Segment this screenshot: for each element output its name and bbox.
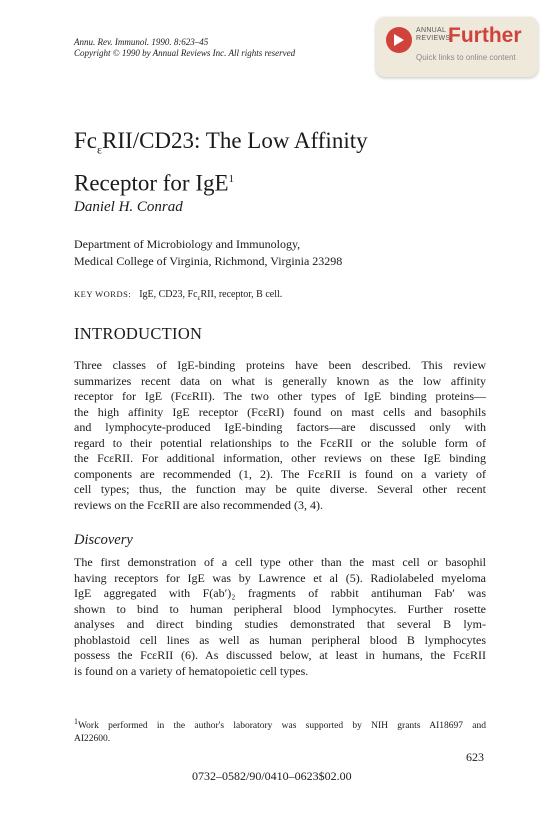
annual-reviews-label: ANNUAL REVIEWS [416,27,451,42]
footnote-mark: 1 [74,717,78,726]
title-footnote-link[interactable]: 1 [228,172,235,185]
article-title [74,126,368,197]
introduction-heading: INTRODUCTION [74,324,203,343]
discovery-paragraph: The first demonstration of a cell type other than the mast cell or basophil having receptors for IgE was by Lawrence et al (5). Radiolabeled myeloma IgE aggregated with F(ab′)₂ fragments of rabbit antihuman Fab′ was shown to bind to human peripheral blood lymphocytes. Further rosette analyses and direct binding studies demonstrated that several B lym- phoblastoid cell lines as well as human peripheral blood B lymphocytes possess the FcεRII (6). As discussed below, at least in humans, the FcεRII is found on a variety of hematopoietic cell types. [74,555,486,678]
further-banner[interactable] [376,17,538,77]
journal-header [74,37,295,59]
copyright-line: Copyright © 1990 by Annual Reviews Inc. All rights reserved [74,48,296,58]
keywords: KEY WORDS: IgE, CD23, $Fc_\varepsilon RII$, receptor, B cell. [74,289,283,302]
discovery-heading: Discovery [74,532,133,548]
annual-reviews-logo-icon [386,27,412,53]
page-number: 623 [466,750,484,764]
title-line-1: $Fc_\varepsilon RII/CD23$: The Low Affinity [74,128,368,157]
introduction-paragraph: Three classes of IgE-binding proteins have been described. This review summarizes recent data on what is generally known as the low affinity receptor for IgE (FcεRII). The two other types of IgE binding proteins— the high affinity IgE receptor (FcεRI) found on mast cells and basophils and lymphocyte-produced IgE-binding factors—are discussed only with regard to their potential relationships to the FcεRII or the soluble form of the FcεRII. For additional information, other reviews on these IgE binding components are recommended (1, 2). The FcεRII is found on a variety of cell types; thus, the function may be quite diverse. Several other recent reviews on the FcεRII are also recommended (3, 4). [74,358,486,512]
journal-citation: Annu. Rev. Immunol. 1990. 8:623–45 [74,37,209,47]
footnote: $^1$Work performed in the author's laboratory was supported by NIH grants AI18697 and AI22600. [74,717,486,745]
price-code: 0732–0582/90/0410–0623$02.00 [192,769,352,783]
arrow-logo-icon [393,33,405,47]
keywords-label: KEY WORDS: [74,289,132,299]
affiliation: Department of Microbiology and Immunology, Medical College of Virginia, Richmond, Virginia 23298 [74,237,343,268]
title-line-2: Receptor for IgE$^1$ [74,170,235,196]
quick-links-link[interactable]: Quick links to online content [416,53,516,62]
further-label: Further [448,24,522,47]
author-name: Daniel H. Conrad [74,199,183,215]
